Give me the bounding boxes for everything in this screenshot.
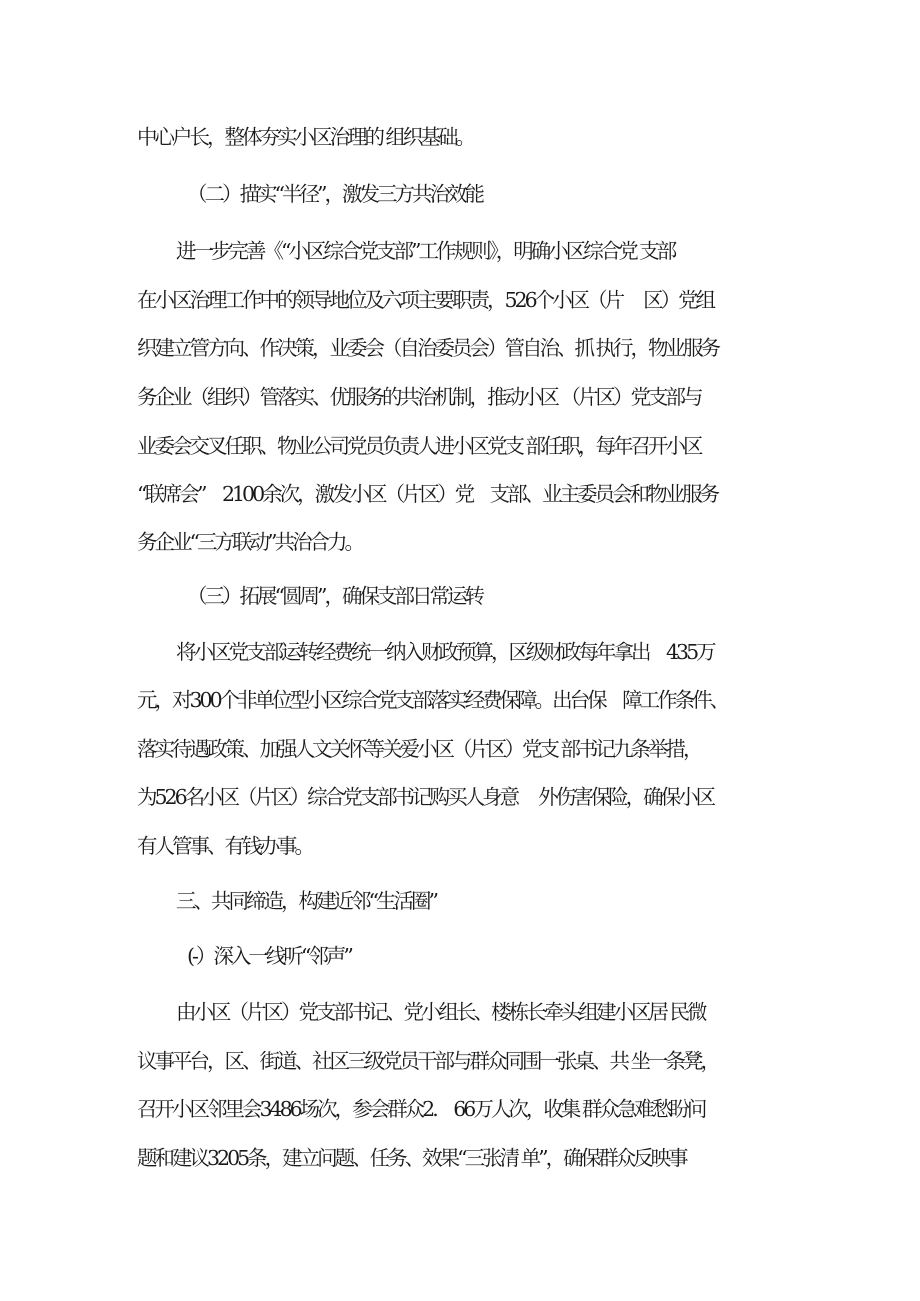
paragraph-line-15: 有人管事、有钱办事。 (137, 834, 312, 858)
paragraph-line-3: 进一步完善《“小区综合党支部”工作规则》，明确小区综合党 支部 (176, 239, 675, 263)
paragraph-line-6: 务企业（组织）管落实、优服务的共治机制，推动小区 （片区）党支部与 (137, 385, 701, 409)
section-heading-2: （二）描实“半径”，激发三方共治效能 (187, 182, 482, 206)
paragraph-line-5: 织建立管方向、作决策，业委会（自治委员会）管自治、抓 执行，物业服务 (137, 336, 719, 360)
paragraph-line-13: 落实待遇政策、加强人文关怀等关爱小区（片区）党支 部书记九条举措， (137, 737, 701, 761)
paragraph-line-11: 将小区党支部运转经费统一纳入财政预算，区级财政每年拿出 435万 (176, 640, 714, 664)
paragraph-line-7: 业委会交叉任职、物业公司党员负责人进小区党支 部任职，每年召开小区 (137, 434, 701, 458)
section-heading-1: (-）深入一线听“邻声” (187, 944, 351, 968)
paragraph-line-19: 议事平台，区、街道、社区三级党员干部与群众同围一张桌、共 坐一条凳， (137, 1049, 719, 1073)
paragraph-line-9: 务企业“三方联动”共治合力。 (137, 530, 362, 554)
paragraph-line-8: “联席会” 2100余次，激发小区（片区）党 支部、业主委员会和物业服务 (137, 482, 718, 506)
chapter-heading-3: 三、共同缔造，构建近邻“生活圈” (176, 889, 436, 913)
paragraph-line-14: 为526名小区（片区）综合党支部书记购买人身意 外伤害保险，确保小区 (137, 785, 714, 809)
paragraph-line-12: 元，对300个非单位型小区综合党支部落实经费保障。出台保 障工作条件、 (137, 688, 728, 712)
paragraph-line-21: 题和建议3205条，建立问题、任务、效果“三张清 单”，确保群众反映事 (137, 1146, 686, 1170)
paragraph-line-18: 由小区（片区）党支部书记、党小组长、楼栋长牵头组建小区居 民微 (176, 1000, 705, 1024)
paragraph-line-4: 在小区治理工作中的领导地位及六项主要职责，526个小区（片 区）党组 (137, 288, 714, 312)
paragraph-line-20: 召开小区邻里会3486场次，参会群众2. 66万人次，收集 群众急难愁盼问 (137, 1097, 705, 1121)
section-heading-3: （三）拓展“圆周”，确保支部日常运转 (187, 584, 482, 608)
paragraph-line-1: 中心户长，整体夯实小区治理的 组织基础。 (137, 125, 474, 149)
